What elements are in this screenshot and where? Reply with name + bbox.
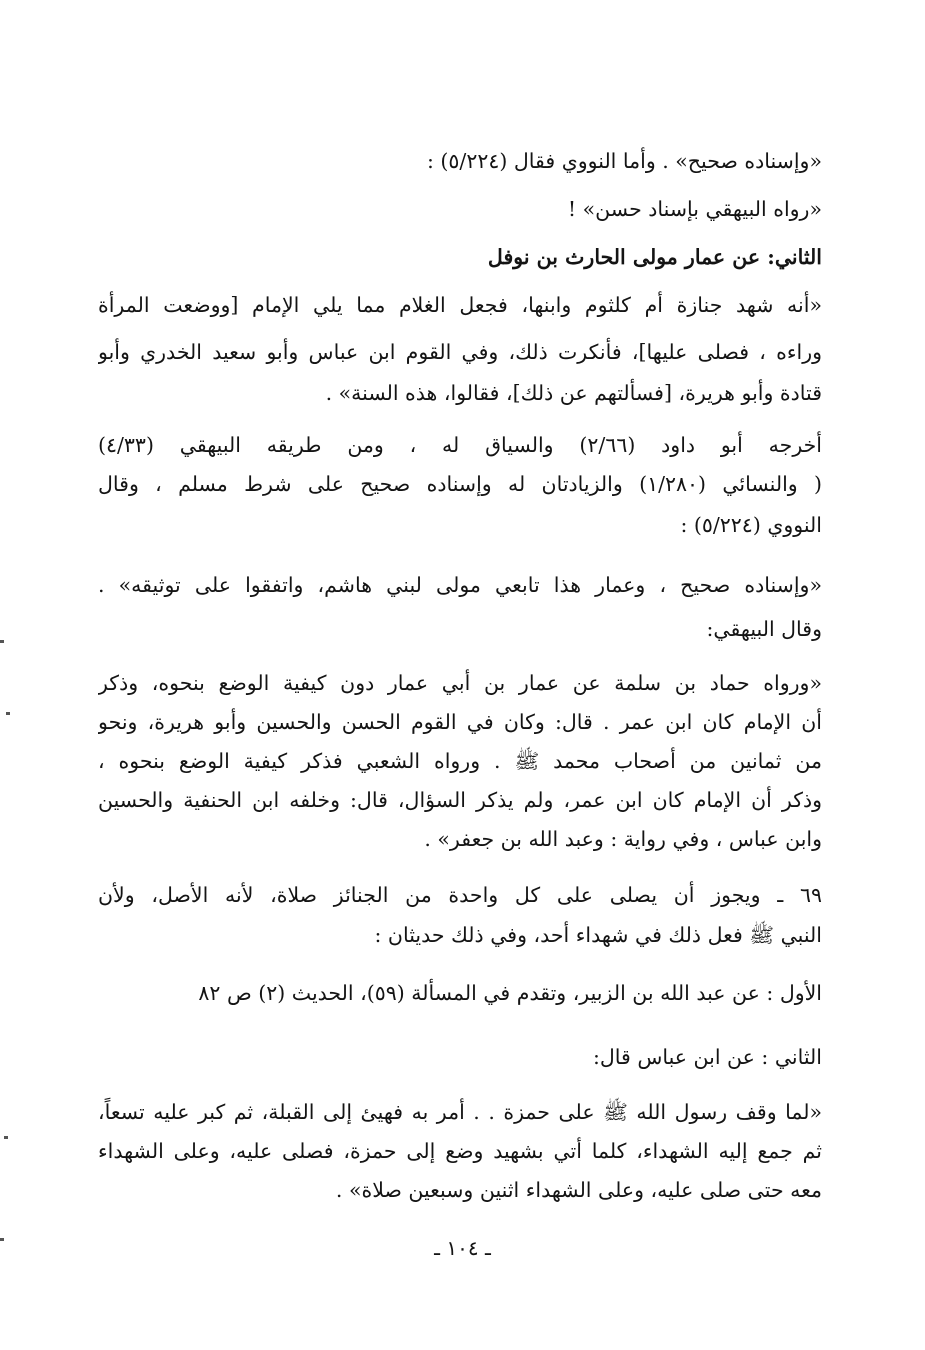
text-line-13: أن الإمام كان ابن عمر . قال: وكان في القوم الحسن والحسين وأبو هريرة، ونحو: [98, 710, 822, 734]
text-line-23: معه حتى صلى عليه، وعلى الشهداء اثنين وسبعين صلاة» .: [335, 1178, 822, 1202]
text-line-8: ( والنسائي (١/٢٨٠) والزيادتان له وإسناده صحيح على شرط مسلم ، وقال: [98, 472, 822, 496]
text-line-9: النووي (٥/٢٢٤) :: [680, 513, 822, 537]
scan-speck-3: [4, 1136, 8, 1139]
text-line-15: وذكر أن الإمام كان ابن عمر، ولم يذكر السؤال، قال: وخلفه ابن الحنفية والحسين: [98, 788, 822, 812]
scan-speck-4: [0, 1238, 4, 1241]
text-line-4: «أنه شهد جنازة أم كلثوم وابنها، فجعل الغلام مما يلي الإمام [ووضعت المرأة: [98, 293, 822, 317]
page-number: ـ ١٠٤ ـ: [434, 1236, 491, 1260]
text-line-10: «وإسناده صحيح ، وعمار هذا تابعي مولى لبني هاشم، واتفقوا على توثيقه» .: [98, 573, 822, 597]
text-line-14: من ثمانين من أصحاب محمد ﷺ . ورواه الشعبي فذكر كيفية الوضع بنحوه ،: [98, 749, 822, 773]
first-hadith-line: الأول : عن عبد الله بن الزبير، وتقدم في المسألة (٥٩)، الحديث (٢) ص ٨٢: [198, 981, 822, 1005]
text-line-7: أخرجه أبو داود (٢/٦٦) والسياق له ، ومن طريقه البيهقي (٤/٣٣): [98, 433, 822, 457]
scan-speck-2: [6, 712, 10, 715]
text-line-6: قتادة وأبو هريرة، [فسألتهم عن ذلك]، فقالوا، هذه السنة» .: [325, 381, 822, 405]
text-line-16: وابن عباس ، وفي رواية : وعبد الله بن جعفر» .: [424, 827, 822, 851]
text-line-22: ثم جمع إليه الشهداء، كلما أتي بشهيد وضع إلى حمزة، فصلى عليه، وعلى الشهداء: [98, 1139, 822, 1163]
text-line-2: «رواه البيهقي بإسناد حسن» !: [567, 197, 822, 221]
numbered-paragraph-69: ٦٩ ـ ويجوز أن يصلى على كل واحدة من الجنائز صلاة، لأنه الأصل، ولأن: [98, 883, 822, 907]
section-heading-second: الثاني: عن عمار مولى الحارث بن نوفل: [487, 245, 822, 269]
text-line-12: «ورواه حماد بن سلمة عن عمار بن أبي عمار دون كيفية الوضع بنحوه، وذكر: [98, 671, 822, 695]
text-line-11: وقال البيهقي:: [706, 617, 822, 641]
scan-speck-1: [0, 640, 4, 643]
text-line-21: «لما وقف رسول الله ﷺ على حمزة . . أمر به فهيئ إلى القبلة، ثم كبر عليه تسعاً،: [98, 1100, 822, 1124]
text-line-18: النبي ﷺ فعل ذلك في شهداء أحد، وفي ذلك حديثان :: [374, 923, 822, 947]
text-line-1: «وإسناده صحيح» . وأما النووي فقال (٥/٢٢٤) :: [427, 149, 822, 173]
text-line-5: وراءه ، فصلى عليها]، فأنكرت ذلك، وفي القوم ابن عباس وأبو سعيد الخدري وأبو: [98, 340, 822, 364]
second-hadith-heading: الثاني : عن ابن عباس قال:: [592, 1045, 822, 1069]
